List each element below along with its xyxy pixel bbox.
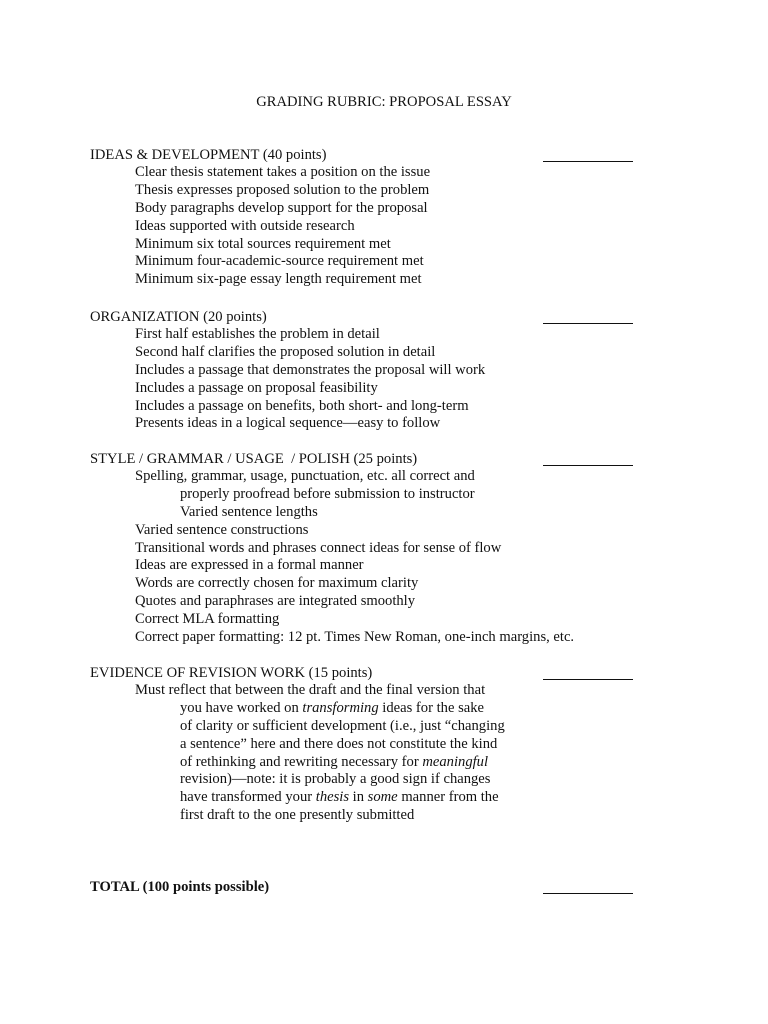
total-score-blank	[543, 892, 633, 894]
criterion-continuation: a sentence” here and there does not constitute the kind	[180, 735, 498, 752]
criterion: Clear thesis statement takes a position on the issue	[135, 164, 431, 180]
text-run: you have worked on	[180, 699, 303, 716]
criterion: Ideas supported with outside research	[135, 217, 355, 234]
text-run: ideas for the sake	[382, 699, 485, 716]
criterion: Words are correctly chosen for maximum clarity	[135, 575, 419, 592]
criterion: Spelling, grammar, usage, punctuation, etc. all correct and	[135, 468, 475, 484]
criterion: Body paragraphs develop support for the proposal	[135, 199, 428, 216]
criterion-continuation: revision)—note: it is probably a good sign if changes	[180, 771, 491, 788]
total-heading	[90, 878, 635, 896]
section-heading-text: EVIDENCE OF REVISION WORK (15 points)	[90, 665, 373, 681]
criterion-continuation	[90, 700, 635, 718]
section-style-grammar	[90, 450, 635, 647]
criterion: Minimum six-page essay length requirement met	[135, 271, 422, 288]
text-run: in	[349, 789, 368, 806]
section-heading	[90, 308, 635, 326]
criterion-continuation: of clarity or sufficient development (i.e., just “changing	[180, 717, 505, 734]
emphasis-text: transforming	[302, 699, 379, 716]
criterion: Includes a passage that demonstrates the proposal will work	[135, 361, 486, 378]
criterion: Thesis expresses proposed solution to the problem	[135, 181, 430, 198]
criterion: Second half clarifies the proposed solution in detail	[135, 343, 436, 360]
criterion: Correct paper formatting: 12 pt. Times New Roman, one-inch margins, etc.	[135, 629, 575, 646]
criterion: Minimum six total sources requirement met	[135, 235, 391, 252]
section-heading-text: IDEAS & DEVELOPMENT (40 points)	[90, 147, 327, 163]
section-ideas-development	[90, 146, 635, 289]
criterion-continuation	[90, 789, 635, 807]
criterion: First half establishes the problem in detail	[135, 326, 380, 342]
text-run: have transformed your	[180, 789, 313, 806]
section-heading	[90, 450, 635, 468]
section-revision-work	[90, 664, 635, 825]
section-heading-text: STYLE / GRAMMAR / USAGE / POLISH (25 points)	[90, 451, 418, 467]
section-organization	[90, 308, 635, 433]
section-total	[90, 878, 635, 896]
section-heading	[90, 664, 635, 682]
criterion: Varied sentence constructions	[135, 521, 309, 538]
total-heading-text: TOTAL (100 points possible)	[90, 879, 270, 895]
criterion: Ideas are expressed in a formal manner	[135, 557, 364, 574]
criterion: Includes a passage on benefits, both short- and long-term	[135, 397, 469, 414]
criterion-continuation: first draft to the one presently submitted	[180, 807, 415, 824]
score-blank	[543, 160, 633, 162]
criterion: Transitional words and phrases connect ideas for sense of flow	[135, 539, 502, 556]
section-heading-text: ORGANIZATION (20 points)	[90, 309, 267, 325]
score-blank	[543, 322, 633, 324]
score-blank	[543, 464, 633, 466]
criterion: Varied sentence lengths	[180, 503, 318, 520]
criterion: Presents ideas in a logical sequence—easy to follow	[135, 415, 441, 432]
criterion-continuation	[90, 754, 635, 772]
criterion: Minimum four-academic-source requirement met	[135, 253, 424, 270]
text-run: of rethinking and rewriting necessary for	[180, 753, 419, 770]
emphasis-text: thesis	[315, 789, 350, 806]
criterion: Includes a passage on proposal feasibility	[135, 379, 378, 396]
criterion: Quotes and paraphrases are integrated smoothly	[135, 593, 416, 610]
criterion-continuation: properly proofread before submission to instructor	[180, 485, 475, 502]
section-heading	[90, 146, 635, 164]
emphasis-text: meaningful	[422, 753, 489, 770]
text-run: manner from the	[401, 789, 499, 806]
criterion: Correct MLA formatting	[135, 611, 280, 628]
emphasis-text: some	[367, 789, 398, 806]
criterion: Must reflect that between the draft and the final version that	[135, 682, 486, 698]
score-blank	[543, 678, 633, 680]
page-title: GRADING RUBRIC: PROPOSAL ESSAY	[256, 94, 512, 110]
